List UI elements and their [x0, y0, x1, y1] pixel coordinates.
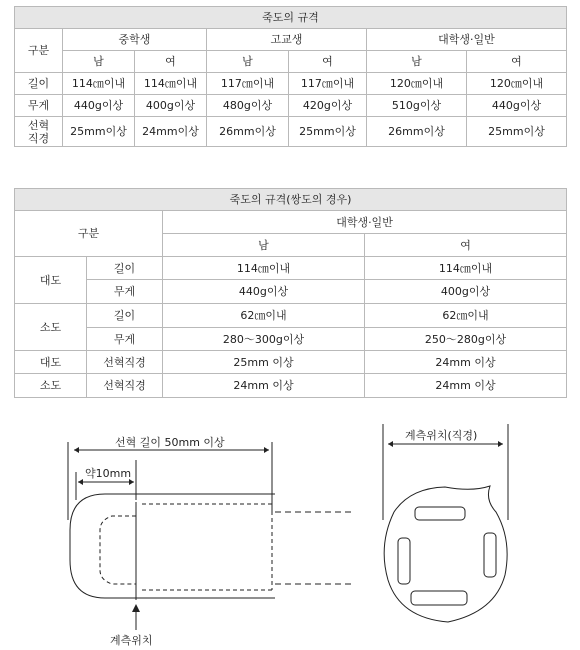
group-header-middle: 중학생 [63, 29, 207, 51]
table-cell: 25mm이상 [467, 117, 567, 147]
item-label: 길이 [87, 304, 163, 328]
category-label: 소도 [15, 304, 87, 351]
table-cell: 117㎝이내 [289, 73, 367, 95]
sex-header: 남 [207, 51, 289, 73]
table-cell: 250～280g이상 [365, 328, 567, 351]
item-label: 무게 [87, 280, 163, 304]
table-cell: 62㎝이내 [163, 304, 365, 328]
table-title: 죽도의 규격(쌍도의 경우) [15, 189, 567, 211]
table-cell: 117㎝이내 [207, 73, 289, 95]
item-label: 길이 [87, 257, 163, 280]
sex-header: 여 [467, 51, 567, 73]
table-cell: 120㎝이내 [467, 73, 567, 95]
item-label: 무게 [87, 328, 163, 351]
sex-header: 여 [135, 51, 207, 73]
item-label: 선혁직경 [87, 351, 163, 374]
group-header-adult: 대학생·일반 [367, 29, 567, 51]
sex-header: 여 [365, 234, 567, 257]
table-cell: 25mm 이상 [163, 351, 365, 374]
table-cell: 26mm이상 [207, 117, 289, 147]
gubun-header: 구분 [15, 29, 63, 73]
table-cell: 120㎝이내 [367, 73, 467, 95]
table-cell: 24mm 이상 [365, 351, 567, 374]
category-label: 대도 [15, 257, 87, 304]
table-cell: 114㎝이내 [163, 257, 365, 280]
table-cell: 62㎝이내 [365, 304, 567, 328]
table-cell: 26mm이상 [367, 117, 467, 147]
table-cell: 25mm이상 [289, 117, 367, 147]
table-title: 죽도의 규격 [15, 7, 567, 29]
table-cell: 24mm 이상 [365, 374, 567, 398]
table-cell: 24mm 이상 [163, 374, 365, 398]
category-label: 대도 [15, 351, 87, 374]
table-cell: 480g이상 [207, 95, 289, 117]
table-cell: 440g이상 [163, 280, 365, 304]
row-label: 선혁 직경 [15, 117, 63, 147]
item-label: 선혁직경 [87, 374, 163, 398]
length-label: 선혁 길이 50mm 이상 [115, 436, 225, 449]
table-cell: 400g이상 [365, 280, 567, 304]
group-header-high: 고교생 [207, 29, 367, 51]
table-cell: 440g이상 [63, 95, 135, 117]
table-cell: 114㎝이내 [63, 73, 135, 95]
category-label: 소도 [15, 374, 87, 398]
table-cell: 24mm이상 [135, 117, 207, 147]
table-cell: 400g이상 [135, 95, 207, 117]
table-cell: 420g이상 [289, 95, 367, 117]
table-cell: 280～300g이상 [163, 328, 365, 351]
sex-header: 남 [63, 51, 135, 73]
group-header-adult: 대학생·일반 [163, 211, 567, 234]
table-cell: 114㎝이내 [365, 257, 567, 280]
approx-10mm-label: 약10mm [85, 467, 132, 480]
gubun-header: 구분 [15, 211, 163, 257]
measure-position-label: 계측위치 [110, 634, 153, 647]
measure-diameter-label: 계측위치(직경) [405, 429, 478, 442]
sex-header: 여 [289, 51, 367, 73]
row-label: 길이 [15, 73, 63, 95]
table-cell: 440g이상 [467, 95, 567, 117]
table-cell: 114㎝이내 [135, 73, 207, 95]
sex-header: 남 [367, 51, 467, 73]
tip-front-view [383, 424, 508, 622]
row-label: 무게 [15, 95, 63, 117]
table-cell: 510g이상 [367, 95, 467, 117]
table-cell: 25mm이상 [63, 117, 135, 147]
sex-header: 남 [163, 234, 365, 257]
